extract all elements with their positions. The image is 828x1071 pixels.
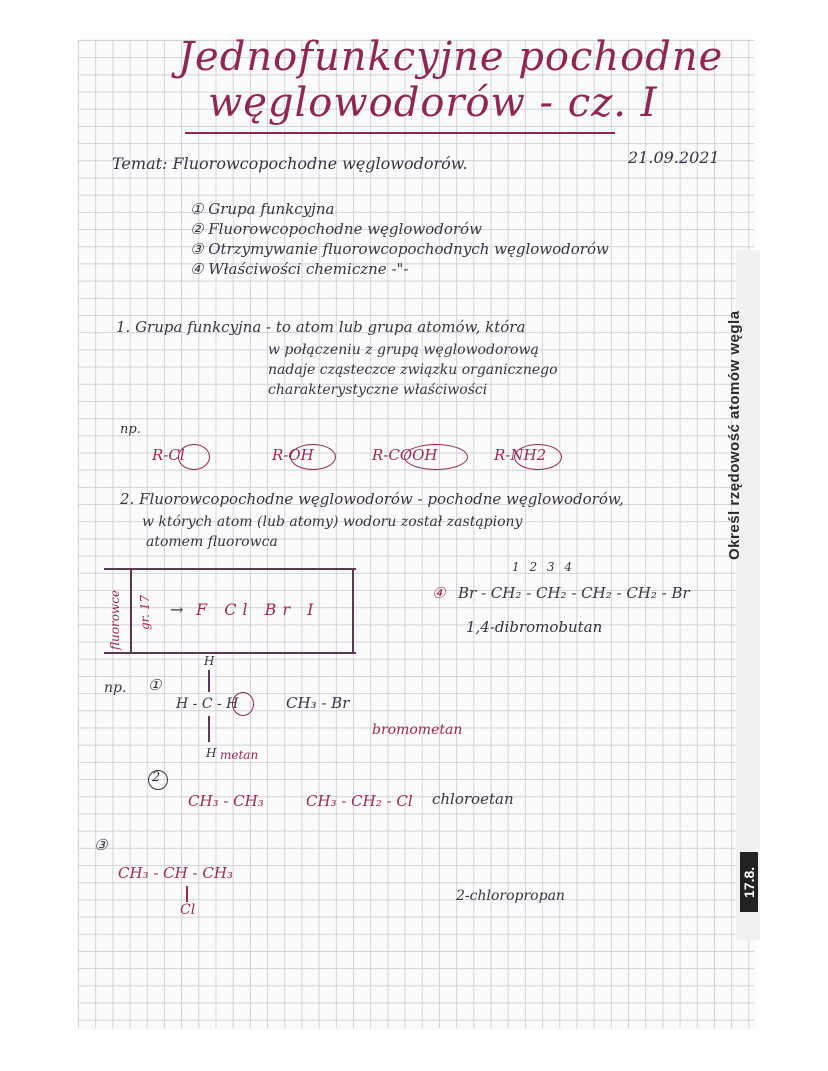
box-elements: F Cl Br I [196,600,320,619]
example1-bottom-h: H [206,746,217,760]
section1-line-1: 1. Grupa funkcyjna - to atom lub grupa atomów, która [116,318,526,336]
underlying-page-number: 17.8. [740,852,758,912]
example3-formula: CH₃ - CH - CH₃ [118,864,233,882]
section1-line-3: nadaje cząsteczce związku organicznego [268,362,558,378]
circle-oh [290,444,336,470]
section2-line-1: 2. Fluorowcopochodne węglowodorów - pochodne węglowodorów, [120,490,624,508]
example3-sub: Cl [180,902,196,918]
title-line-2: węglowodorów - cz. I [208,80,658,126]
example-r-cooh: R-COOH [372,446,438,464]
section1-line-4: charakterystyczne właściwości [268,382,488,398]
underlying-page-text: Określ rzędowość atomów węgla [726,310,743,560]
box-side-label: fluorowce [108,589,122,650]
example1-name: bromometan [372,722,463,738]
box-bottom-line [104,652,356,654]
circle-cooh [404,444,468,470]
example4-formula: Br - CH₂ - CH₂ - CH₂ - CH₂ - Br [458,584,690,602]
title-line-1: Jednofunkcyjne pochodne [178,34,724,80]
example1-formula: CH₃ - Br [286,694,350,712]
examples-np: np. [104,680,127,696]
example1-num: ① [148,676,162,694]
example1-bond-top [208,670,210,692]
example3-name: 2-chloropropan [456,888,565,904]
example2-formula-2: CH₃ - CH₂ - Cl [306,792,413,810]
example3-bond [186,886,188,902]
example1-top-h: H [204,654,215,668]
outline-item-2: ② Fluorowcopochodne węglowodorów [190,220,482,238]
box-divider-line [130,568,132,654]
example4-carbon-numbers: 1 2 3 4 [512,560,575,574]
example3-num: ③ [94,836,108,854]
example1-mid: H - C - H [176,696,239,712]
topic-date: 21.09.2021 [628,148,720,167]
example-r-nh2: R-NH2 [494,446,547,464]
topic-label: Temat: Fluorowcopochodne węglowodorów. [112,154,468,173]
example2-formula-1: CH₃ - CH₃ [188,792,264,810]
example-r-cl: R-Cl [152,446,185,464]
example4-num: ④ [432,584,446,602]
example4-name: 1,4-dibromobutan [466,618,603,636]
outline-item-4: ④ Właściwości chemiczne -"- [190,260,409,278]
example1-bond-bottom [208,716,210,742]
circle-nh2 [514,444,562,470]
example2-name: chloroetan [432,790,514,808]
example-r-oh: R-OH [272,446,314,464]
section2-line-2: w których atom (lub atomy) wodoru został zastąpiony [142,514,523,530]
example2-num: 2 [152,770,161,785]
section2-line-3: atomem fluorowca [146,534,278,550]
title-underline [185,132,615,134]
box-group-label: gr. 17 [138,595,152,630]
example1-circle-h [232,692,254,716]
box-right-line [352,568,354,654]
box-arrow: → [170,600,184,619]
box-top-line [104,568,356,570]
section1-line-2: w połączeniu z grupą węglowodorową [268,342,539,358]
circle-cl [178,444,210,470]
section1-np: np. [120,422,141,437]
outline-item-3: ③ Otrzymywanie fluorowcopochodnych węglowodorów [190,240,609,258]
outline-item-1: ① Grupa funkcyjna [190,200,335,218]
example1-metan: metan [220,748,259,762]
